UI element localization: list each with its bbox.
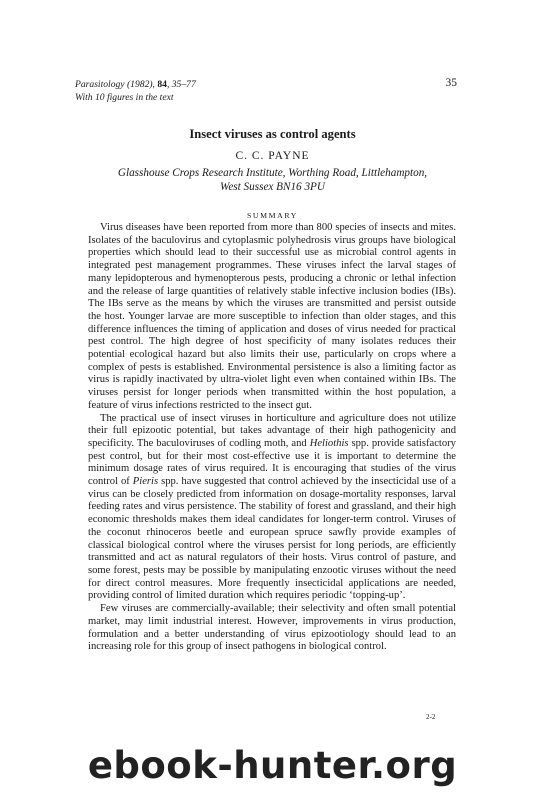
author-affiliation — [100, 166, 445, 194]
article-title: Insect viruses as control agents — [189, 127, 356, 141]
summary-paragraph-2 — [88, 413, 456, 604]
author-name: C. C. PAYNE — [235, 150, 310, 162]
paragraph-2-text-b: spp. provide satisfactory pest control, but for their most cost-effective use it is important to determine the minimum dosage rates of virus required. It is encouraging that studies of the virus control of — [88, 437, 456, 488]
affiliation-line-2: West Sussex BN16 3PU — [220, 181, 325, 193]
journal-header — [75, 78, 196, 104]
summary-heading: SUMMARY — [246, 211, 299, 220]
citation-year: (1982), — [126, 79, 158, 90]
page-number: 35 — [445, 77, 457, 89]
watermark: ebook-hunter.org — [87, 744, 458, 787]
journal-name: Parasitology — [75, 79, 125, 90]
figures-note: With 10 figures in the text — [75, 92, 174, 103]
summary-paragraph-3: Few viruses are commercially-available; their selectivity and often small potential market, may limit industrial interest. However, improvements in virus production, formulation and a better understanding of virus epizootiology should lead to an increasing role for this group of insect pathogens in biological control. — [88, 603, 456, 653]
summary-body — [88, 222, 456, 654]
genus-pieris: Pieris — [132, 476, 159, 488]
paragraph-2-text-a: The practical use of insect viruses in horticulture and agriculture does not utilize their full epizootic potential, but takes advantage of their high pathogenicity and specificity. The baculoviruses of codling moth, and — [88, 412, 456, 449]
paragraph-2-text-c: spp. have suggested that control achieved by the insecticidal use of a virus can be closely predicted from information on dosage-mortality responses, larval feeding rates and virus persistence. The stability of forest and grassland, and their high economic thresholds makes them ideal candidates for longer-term control. Viruses of the coconut rhinoceros beetle and european spruce sawfly provide examples of classical biological control where the viruses persist for long periods, are efficiently transmitted and act as natural regulators of their hosts. Virus control of pasture, and some forest, pests may be possible by manipulating enzootic viruses without the need for direct control measures. More frequently insecticidal applications are needed, providing control of limited duration which requires periodic ‘topping-up’. — [88, 476, 456, 602]
signature-mark: 2-2 — [426, 713, 436, 721]
affiliation-line-1: Glasshouse Crops Research Institute, Worthing Road, Littlehampton, — [117, 167, 428, 179]
genus-heliothis: Heliothis — [309, 437, 349, 449]
citation-line — [75, 78, 196, 91]
volume-number: 84 — [157, 79, 167, 90]
summary-paragraph-1: Virus diseases have been reported from more than 800 species of insects and mites. Isolates of the baculovirus and cytoplasmic polyhedrosis virus groups have biological properties which should lead to their successful use as microbial control agents in integrated pest management programmes. These viruses infect the larval stages of many lepidopterous and hymenopterous pests, producing a chronic or lethal infection and the release of large quantities of relatively stable infective inclusion bodies (IBs). The IBs serve as the means by which the viruses are transmitted and persist outside the host. Younger larvae are more susceptible to infection than older stages, and this difference influences the timing of application and doses of virus needed for practical pest control. The high degree of host specificity of many isolates reduces their potential ecological hazard but also limits their use, particularly on crops where a complex of pests is established. Environmental persistence is also a limiting factor as virus is rapidly inactivated by ultra-violet light even when contained within IBs. The viruses persist for longer periods when transmitted within the host population, a feature of virus infections restricted to the insect gut. — [88, 222, 456, 411]
page-range: , 35–77 — [166, 79, 196, 90]
